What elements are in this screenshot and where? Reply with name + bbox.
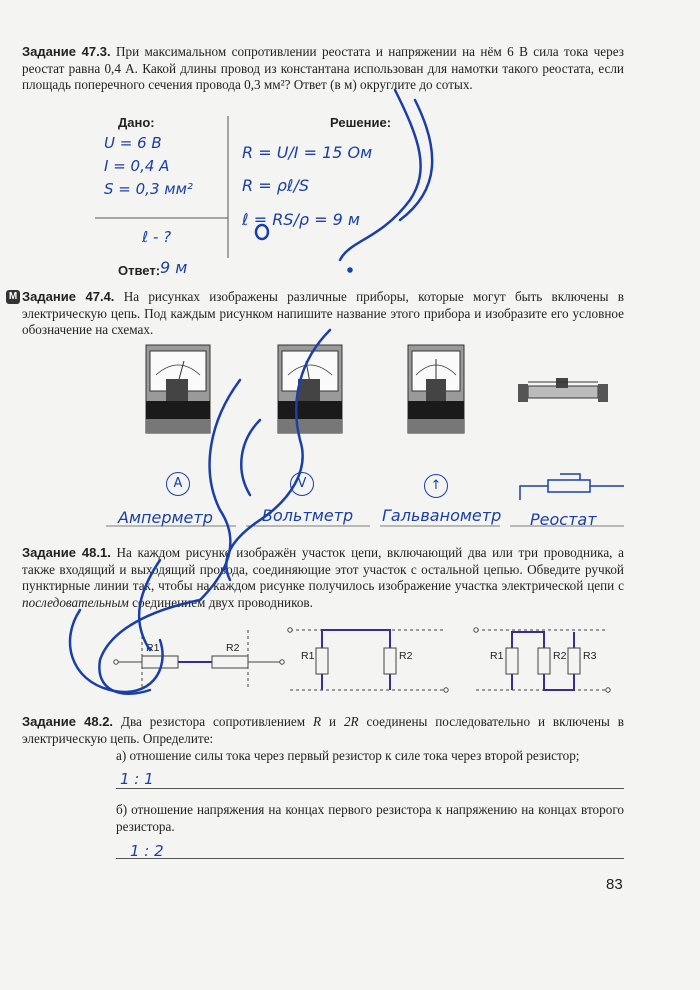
given-label: Дано: — [118, 115, 155, 130]
answer-b: 1 : 2 — [130, 842, 164, 860]
find-length: ℓ - ? — [142, 228, 172, 246]
solution-label: Решение: — [330, 115, 392, 130]
ammeter-symbol-letter: A — [173, 476, 183, 491]
rheostat-name: Реостат — [530, 510, 597, 529]
answer-label: Ответ: — [118, 263, 161, 278]
question-a: а) отношение силы тока через первый резистор к силе тока через второй резистор; — [116, 748, 580, 763]
voltmeter-name: Вольтметр — [262, 506, 354, 525]
page-number: 83 — [606, 876, 623, 893]
task-48-1-head: Задание 48.1. — [22, 545, 111, 560]
task-48-2-head: Задание 48.2. — [22, 714, 114, 729]
task-47-4-text: На рисунках изображены различные приборы, которые могут быть включены в электрическую цепь. Под каждым рисунком напишите название этого прибора и изобразите его условное обозначение на схемах. — [22, 289, 625, 337]
voltmeter-symbol-letter: V — [297, 476, 307, 491]
solution-line-1: R = U/I = 15 Ом — [242, 143, 373, 162]
given-s: S = 0,3 мм² — [104, 180, 193, 198]
task-48-1-emphasis: последовательным — [22, 594, 129, 610]
circuit-1-r2-label: R2 — [226, 642, 240, 654]
task-48-2-text-mid: и — [321, 714, 344, 729]
answer-a-line — [116, 788, 624, 789]
task-48-1-text-b: соединением двух проводников. — [128, 594, 313, 610]
task-48-2-text-b: соединены последовательно и включены в электрическую цепь. Определите: — [22, 714, 624, 746]
circuit-1 — [114, 630, 284, 690]
task-48-2-r: R — [313, 714, 322, 729]
question-b: б) отношение напряжения на концах первого резистора к напряжению на концах второго резистора. — [116, 802, 624, 834]
answer-b-line — [116, 858, 624, 859]
solution-line-3: ℓ = RS/ρ = 9 м — [242, 210, 360, 229]
circuit-3-r2-label: R2 — [553, 650, 567, 662]
circuit-1-r1-label: R1 — [146, 642, 160, 654]
ammeter-name: Амперметр — [118, 508, 213, 527]
answer-value: 9 м — [160, 258, 188, 277]
galvanometer-name: Гальванометр — [382, 506, 502, 525]
task-47-3-head: Задание 47.3. — [22, 44, 111, 59]
task-47-3-text: При максимальном сопротивлении реостата и напряжении на нём 6 В сила тока через реостат равна 0,4 А. Какой длины провод из константана использован для намотки такого реостата, если площадь поперечного сечения провода 0,3 мм²? Ответ (в м) округлите до сотых. — [22, 44, 624, 92]
solution-line-2: R = ρℓ/S — [242, 176, 310, 195]
circuit-2-r2-label: R2 — [399, 650, 413, 662]
circuit-3-r1-label: R1 — [490, 650, 504, 662]
galvanometer-symbol-arrow: ↑ — [430, 478, 442, 493]
task-48-2 — [22, 714, 624, 747]
m-badge-letter: М — [8, 291, 18, 302]
given-u: U = 6 В — [104, 134, 162, 152]
given-i: I = 0,4 А — [104, 157, 170, 175]
circuit-2-r1-label: R1 — [301, 650, 315, 662]
task-48-2-text-a: Два резистора сопротивлением — [120, 714, 314, 729]
circuit-3-r3-label: R3 — [583, 650, 597, 662]
task-47-4-head: Задание 47.4. — [22, 289, 115, 304]
task-48-1-text-a: На каждом рисунке изображён участок цепи, включающий два или три проводника, а также входящий и выходящий провода, соединяющие этот участок с остальной цепью. Обведите ручкой пунктирные линии так, чтобы на каждом рисунке получилось изображение участка электрической цепи с — [22, 545, 624, 593]
answer-a: 1 : 1 — [120, 770, 154, 788]
task-48-2-2r: 2R — [343, 714, 359, 729]
